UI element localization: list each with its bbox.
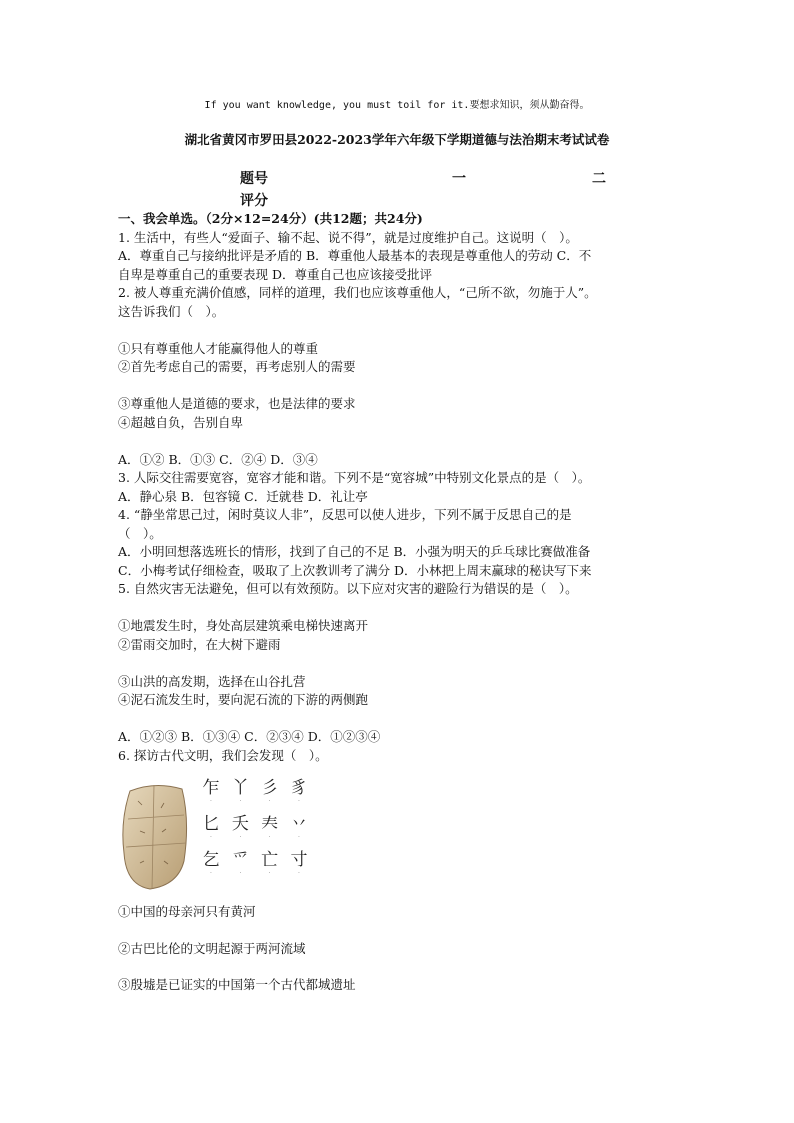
- q2-stem-line1: 2. 被人尊重充满价值感，同样的道理，我们也应该尊重他人，“己所不欲，勿施于人”。: [118, 285, 597, 300]
- q4-stem-line1: 4. “静坐常思己过，闲时莫议人非”，反思可以使人进步，下列不属于反思自己的是: [118, 507, 572, 522]
- q5-statement-3: ③山洪的高发期，选择在山谷扎营: [118, 673, 306, 689]
- q2-statement-1: ①只有尊重他人才能赢得他人的尊重: [118, 340, 319, 356]
- exam-content: [118, 210, 678, 995]
- q4-options-line1: A．小明回想落选班长的情形，找到了自己的不足 B．小强为明天的乒乓球比赛做准备: [118, 544, 591, 559]
- q1-stem: 1. 生活中，有些人“爱面子、输不起、说不得”，就是过度维护自己。这说明（ ）。: [118, 229, 578, 245]
- score-table: [240, 168, 640, 212]
- oracle-script-glyph-icon: 乍 · 丫 · 彡 · 豸 · 匕 · 夭 · 𡗗 · 丷 · 乞 · 爫 · 亡 · 寸 ·: [202, 778, 308, 877]
- q5-statement-2: ②雷雨交加时，在大树下避雨: [118, 636, 281, 652]
- q5-statement-1: ①地震发生时，身处高层建筑乘电梯快速离开: [118, 618, 369, 633]
- oracle-bone-figure: [120, 775, 310, 897]
- q3-stem: 3. 人际交往需要宽容，宽容才能和谐。下列不是“宽容城”中特别文化景点的是（ ）。: [118, 470, 591, 485]
- q6-stem: 6. 探访古代文明，我们会发现（ ）。: [118, 747, 328, 763]
- q2-stem-line2: 这告诉我们（ ）。: [118, 303, 225, 319]
- q1-options-line2: 自卑是尊重自己的重要表现 D．尊重自己也应该接受批评: [118, 266, 432, 282]
- q6-statement-2: ②古巴比伦的文明起源于两河流域: [118, 940, 306, 956]
- score-table-header-row: [240, 168, 640, 190]
- q4-stem-line2: （ ）。: [118, 525, 162, 541]
- q2-statement-3: ③尊重他人是道德的要求，也是法律的要求: [118, 396, 356, 411]
- motto: If you want knowledge, you must toil for it.要想求知识，须从勤奋得。: [204, 100, 590, 111]
- section-heading: 一、我会单选。（2分×12=24分）(共12题；共24分): [118, 211, 423, 226]
- q6-statement-1: ①中国的母亲河只有黄河: [118, 904, 256, 919]
- score-table-row-label: 评分: [240, 193, 268, 209]
- q2-options: A．①② B．①③ C．②④ D．③④: [118, 451, 318, 467]
- score-table-col1: 一: [452, 171, 466, 187]
- q5-stem: 5. 自然灾害无法避免，但可以有效预防。以下应对灾害的避险行为错误的是（ ）。: [118, 581, 578, 596]
- score-table-col2: 二: [592, 171, 606, 187]
- q5-statement-4: ④泥石流发生时，要向泥石流的下游的两侧跑: [118, 692, 369, 707]
- q5-options: A．①②③ B．①③④ C．②③④ D．①②③④: [118, 729, 381, 744]
- q2-statement-2: ②首先考虑自己的需要，再考虑别人的需要: [118, 359, 356, 374]
- score-table-col-label: 题号: [240, 171, 268, 187]
- q3-options: A．静心泉 B．包容镜 C．迁就巷 D．礼让亭: [118, 488, 368, 504]
- oracle-bone-shell-icon: [120, 781, 190, 891]
- q6-statement-3: ③殷墟是已证实的中国第一个古代都城遗址: [118, 977, 356, 992]
- q2-statement-4: ④超越自负，告别自卑: [118, 414, 244, 430]
- q1-options-line1: A．尊重自己与接纳批评是矛盾的 B．尊重他人最基本的表现是尊重他人的劳动 C．不: [118, 248, 592, 263]
- page-title: 湖北省黄冈市罗田县2022-2023学年六年级下学期道德与法治期末考试试卷: [184, 132, 610, 147]
- q4-options-line2: C．小梅考试仔细检查，吸取了上次教训考了满分 D．小林把上周末赢球的秘诀写下来: [118, 562, 592, 578]
- score-table-score-row: [240, 190, 640, 212]
